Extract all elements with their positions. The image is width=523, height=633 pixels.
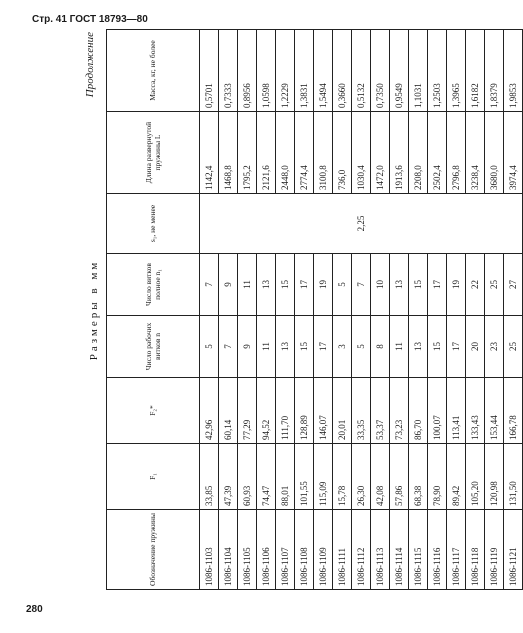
section-title: Размеры в мм [88,259,100,361]
cell-wk: 17 [447,316,466,378]
cell-name: 1086-1105 [238,510,257,590]
table-row [409,30,428,590]
cell-tot: 7 [352,254,371,316]
cell-f1: 68,38 [409,444,428,510]
cell-s [390,194,409,254]
cell-len: 2796,8 [447,112,466,194]
cell-wk: 11 [257,316,276,378]
cell-name: 1086-1106 [257,510,276,590]
cell-wk: 9 [238,316,257,378]
cell-f2: 153,44 [485,378,504,444]
cell-len: 3680,0 [485,112,504,194]
cell-name: 1086-1114 [390,510,409,590]
table-row [390,30,409,590]
cell-s [447,194,466,254]
cell-s [238,194,257,254]
continuation-label: Продолжение [84,32,96,98]
cell-mass: 0,7333 [219,30,238,112]
col-header-working-turns: Число рабочих витков n [107,316,200,378]
cell-name: 1086-1109 [314,510,333,590]
cell-f2: 60,14 [219,378,238,444]
cell-s [200,194,219,254]
cell-f1: 131,50 [504,444,523,510]
cell-len: 1142,4 [200,112,219,194]
cell-wk: 25 [504,316,523,378]
cell-tot: 11 [238,254,257,316]
cell-f2: 133,43 [466,378,485,444]
table-row [200,30,219,590]
col-header-length: Длина развернутой пружины L [107,112,200,194]
cell-tot: 17 [295,254,314,316]
table-row [333,30,352,590]
cell-s [466,194,485,254]
cell-tot: 15 [276,254,295,316]
cell-f2: 73,23 [390,378,409,444]
cell-wk: 13 [276,316,295,378]
cell-tot: 19 [447,254,466,316]
cell-f2: 113,41 [447,378,466,444]
cell-f2: 42,96 [200,378,219,444]
cell-f1: 42,08 [371,444,390,510]
cell-len: 2448,0 [276,112,295,194]
cell-f2: 77,29 [238,378,257,444]
cell-f2: 86,70 [409,378,428,444]
table-row [257,30,276,590]
cell-f1: 105,20 [466,444,485,510]
col-header-s: s₁, не менее [107,194,200,254]
cell-mass: 1,9853 [504,30,523,112]
cell-name: 1086-1107 [276,510,295,590]
cell-name: 1086-1117 [447,510,466,590]
cell-f2: 53,37 [371,378,390,444]
cell-mass: 1,8379 [485,30,504,112]
cell-len: 2208,0 [409,112,428,194]
cell-wk: 15 [295,316,314,378]
cell-s [314,194,333,254]
cell-s [219,194,238,254]
cell-name: 1086-1113 [371,510,390,590]
cell-wk: 17 [314,316,333,378]
cell-mass: 1,5494 [314,30,333,112]
cell-s: 2,25 [352,194,371,254]
cell-tot: 7 [200,254,219,316]
cell-mass: 0,5132 [352,30,371,112]
table-row [219,30,238,590]
cell-f1: 115,09 [314,444,333,510]
cell-mass: 0,5701 [200,30,219,112]
cell-f1: 60,93 [238,444,257,510]
cell-tot: 9 [219,254,238,316]
cell-wk: 7 [219,316,238,378]
cell-len: 1795,2 [238,112,257,194]
cell-f1: 47,39 [219,444,238,510]
cell-s [428,194,447,254]
cell-name: 1086-1121 [504,510,523,590]
cell-wk: 20 [466,316,485,378]
col-header-f1: F₁ [107,444,200,510]
cell-f1: 33,85 [200,444,219,510]
cell-name: 1086-1104 [219,510,238,590]
cell-wk: 23 [485,316,504,378]
cell-f1: 89,42 [447,444,466,510]
cell-len: 736,0 [333,112,352,194]
cell-f1: 26,30 [352,444,371,510]
cell-tot: 27 [504,254,523,316]
table-row [447,30,466,590]
cell-f2: 111,70 [276,378,295,444]
cell-name: 1086-1115 [409,510,428,590]
cell-f1: 101,55 [295,444,314,510]
page-header: Стр. 41 ГОСТ 18793—80 [32,14,148,25]
cell-tot: 25 [485,254,504,316]
cell-f1: 88,01 [276,444,295,510]
cell-mass: 0,8956 [238,30,257,112]
cell-tot: 19 [314,254,333,316]
cell-len: 2774,4 [295,112,314,194]
cell-name: 1086-1116 [428,510,447,590]
cell-mass: 0,9549 [390,30,409,112]
cell-f1: 78,90 [428,444,447,510]
cell-name: 1086-1108 [295,510,314,590]
cell-len: 3100,8 [314,112,333,194]
cell-f1: 74,47 [257,444,276,510]
cell-name: 1086-1112 [352,510,371,590]
table-row [485,30,504,590]
cell-name: 1086-1103 [200,510,219,590]
cell-wk: 3 [333,316,352,378]
col-header-mass: Масса, кг, не более [107,30,200,112]
cell-f2: 100,07 [428,378,447,444]
cell-s [276,194,295,254]
cell-f2: 128,89 [295,378,314,444]
cell-s [371,194,390,254]
cell-s [257,194,276,254]
cell-len: 1468,8 [219,112,238,194]
cell-f1: 57,86 [390,444,409,510]
cell-wk: 8 [371,316,390,378]
cell-tot: 17 [428,254,447,316]
col-header-total-turns: Число витков полное n₁ [107,254,200,316]
table-row [466,30,485,590]
cell-mass: 1,6182 [466,30,485,112]
cell-wk: 13 [409,316,428,378]
table-row [428,30,447,590]
table-header-row [107,30,200,590]
cell-mass: 1,2503 [428,30,447,112]
cell-f1: 15,78 [333,444,352,510]
cell-name: 1086-1119 [485,510,504,590]
cell-name: 1086-1118 [466,510,485,590]
cell-f2: 33,35 [352,378,371,444]
col-header-f2: F₂* [107,378,200,444]
cell-wk: 11 [390,316,409,378]
cell-mass: 1,0598 [257,30,276,112]
cell-len: 1030,4 [352,112,371,194]
rotated-table-area [82,30,518,590]
cell-len: 2502,4 [428,112,447,194]
cell-f2: 146,07 [314,378,333,444]
cell-len: 3238,4 [466,112,485,194]
table-row [352,30,371,590]
cell-len: 1913,6 [390,112,409,194]
table-row [276,30,295,590]
cell-wk: 5 [200,316,219,378]
cell-s [504,194,523,254]
cell-mass: 1,3831 [295,30,314,112]
cell-tot: 10 [371,254,390,316]
springs-table [106,29,523,590]
cell-wk: 5 [352,316,371,378]
cell-mass: 0,3660 [333,30,352,112]
cell-tot: 13 [390,254,409,316]
cell-tot: 22 [466,254,485,316]
cell-s [409,194,428,254]
cell-tot: 15 [409,254,428,316]
cell-f2: 94,52 [257,378,276,444]
cell-len: 2121,6 [257,112,276,194]
cell-f2: 20,01 [333,378,352,444]
cell-f2: 166,78 [504,378,523,444]
cell-s [485,194,504,254]
cell-mass: 1,3965 [447,30,466,112]
cell-tot: 5 [333,254,352,316]
cell-s [295,194,314,254]
cell-mass: 1,1031 [409,30,428,112]
cell-tot: 13 [257,254,276,316]
cell-len: 3974,4 [504,112,523,194]
cell-len: 1472,0 [371,112,390,194]
table-row [238,30,257,590]
cell-f1: 120,98 [485,444,504,510]
page-number: 280 [26,604,43,615]
table-row [314,30,333,590]
cell-wk: 15 [428,316,447,378]
cell-mass: 0,7350 [371,30,390,112]
table-row [504,30,523,590]
cell-s [333,194,352,254]
table-row [295,30,314,590]
cell-mass: 1,2229 [276,30,295,112]
table-row [371,30,390,590]
col-header-name: Обозначение пружины [107,510,200,590]
cell-name: 1086-1111 [333,510,352,590]
